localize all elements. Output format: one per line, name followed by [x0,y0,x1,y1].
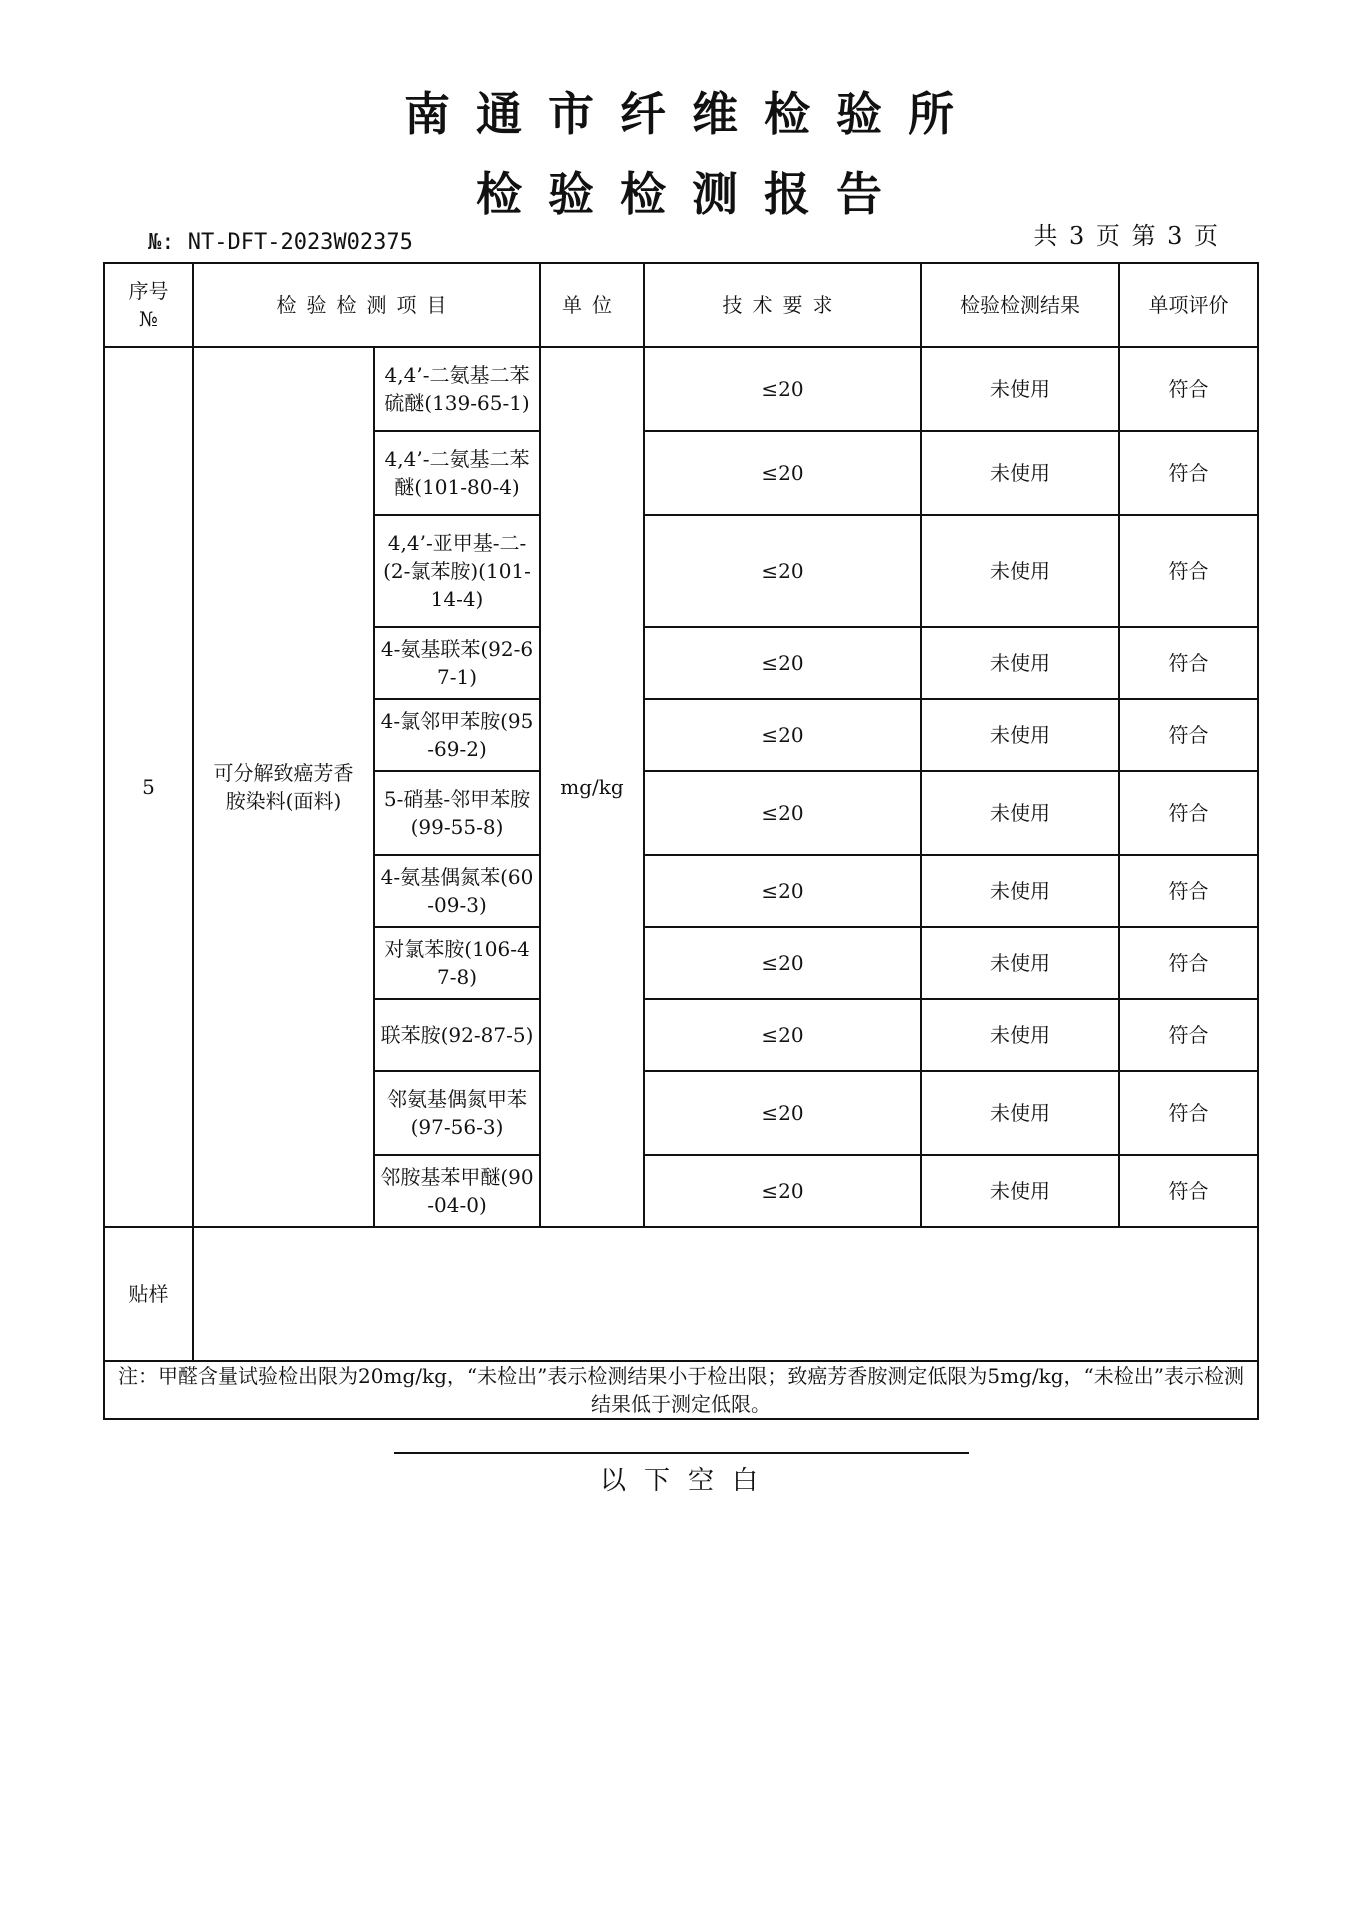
result-cell: 未使用 [921,515,1119,627]
result-cell: 未使用 [921,855,1119,927]
sub-item: 4,4’-亚甲基-二-(2-氯苯胺)(101-14-4) [374,515,540,627]
result-cell: 未使用 [921,347,1119,431]
sample-row [104,1227,1258,1361]
result-cell: 未使用 [921,1155,1119,1227]
requirement-cell: ≤20 [644,999,921,1071]
sub-item: 5-硝基-邻甲苯胺(99-55-8) [374,771,540,855]
note-row [104,1361,1258,1419]
result-cell: 未使用 [921,627,1119,699]
requirement-cell: ≤20 [644,855,921,927]
note-text: 注：甲醛含量试验检出限为20mg/kg，“未检出”表示检测结果小于检出限；致癌芳香胺测定低限为5mg/kg，“未检出”表示检测结果低于测定低限。 [104,1361,1258,1419]
report-table [103,262,1259,1420]
result-cell: 未使用 [921,927,1119,999]
requirement-cell: ≤20 [644,515,921,627]
requirement-cell: ≤20 [644,1155,921,1227]
result-cell: 未使用 [921,999,1119,1071]
requirement-cell: ≤20 [644,699,921,771]
col-header-unit: 单位 [540,263,644,347]
page-info: 共 3 页 第 3 页 [1033,222,1220,250]
sub-item: 对氯苯胺(106-47-8) [374,927,540,999]
col-header-evaluation: 单项评价 [1119,263,1258,347]
sub-item: 邻胺基苯甲醚(90-04-0) [374,1155,540,1227]
evaluation-cell: 符合 [1119,431,1258,515]
requirement-cell: ≤20 [644,627,921,699]
sub-item: 4-氯邻甲苯胺(95-69-2) [374,699,540,771]
sub-item: 4-氨基偶氮苯(60-09-3) [374,855,540,927]
col-header-requirement: 技术要求 [644,263,921,347]
col-header-seq [104,263,193,347]
evaluation-cell: 符合 [1119,627,1258,699]
result-cell: 未使用 [921,1071,1119,1155]
report-title: 检验检测报告 [476,167,908,221]
sub-item: 4-氨基联苯(92-67-1) [374,627,540,699]
requirement-cell: ≤20 [644,771,921,855]
requirement-cell: ≤20 [644,347,921,431]
col-header-seq-label: 序号 [128,279,169,303]
footer-blank-notice: 以下空白 [599,1466,776,1496]
result-cell: 未使用 [921,431,1119,515]
requirement-cell: ≤20 [644,1071,921,1155]
footer-divider [394,1452,969,1454]
org-title: 南通市纤维检验所 [404,87,980,141]
sub-item: 联苯胺(92-87-5) [374,999,540,1071]
group-seq: 5 [104,347,193,1227]
evaluation-cell: 符合 [1119,515,1258,627]
col-header-seq-no: № [139,307,158,331]
evaluation-cell: 符合 [1119,1071,1258,1155]
evaluation-cell: 符合 [1119,699,1258,771]
result-cell: 未使用 [921,699,1119,771]
sub-item: 4,4’-二氨基二苯醚(101-80-4) [374,431,540,515]
table-row [104,347,1258,431]
evaluation-cell: 符合 [1119,855,1258,927]
requirement-cell: ≤20 [644,431,921,515]
sample-area [193,1227,1258,1361]
col-header-result: 检验检测结果 [921,263,1119,347]
sample-label: 贴样 [104,1227,193,1361]
requirement-cell: ≤20 [644,927,921,999]
header-row [104,263,1258,347]
report-number: №: NT-DFT-2023W02375 [148,230,413,255]
sub-item: 邻氨基偶氮甲苯(97-56-3) [374,1071,540,1155]
evaluation-cell: 符合 [1119,347,1258,431]
group-name: 可分解致癌芳香胺染料(面料) [193,347,374,1227]
evaluation-cell: 符合 [1119,999,1258,1071]
evaluation-cell: 符合 [1119,771,1258,855]
evaluation-cell: 符合 [1119,1155,1258,1227]
group-unit: mg/kg [540,347,644,1227]
sub-item: 4,4’-二氨基二苯硫醚(139-65-1) [374,347,540,431]
col-header-item: 检验检测项目 [193,263,540,347]
evaluation-cell: 符合 [1119,927,1258,999]
result-cell: 未使用 [921,771,1119,855]
